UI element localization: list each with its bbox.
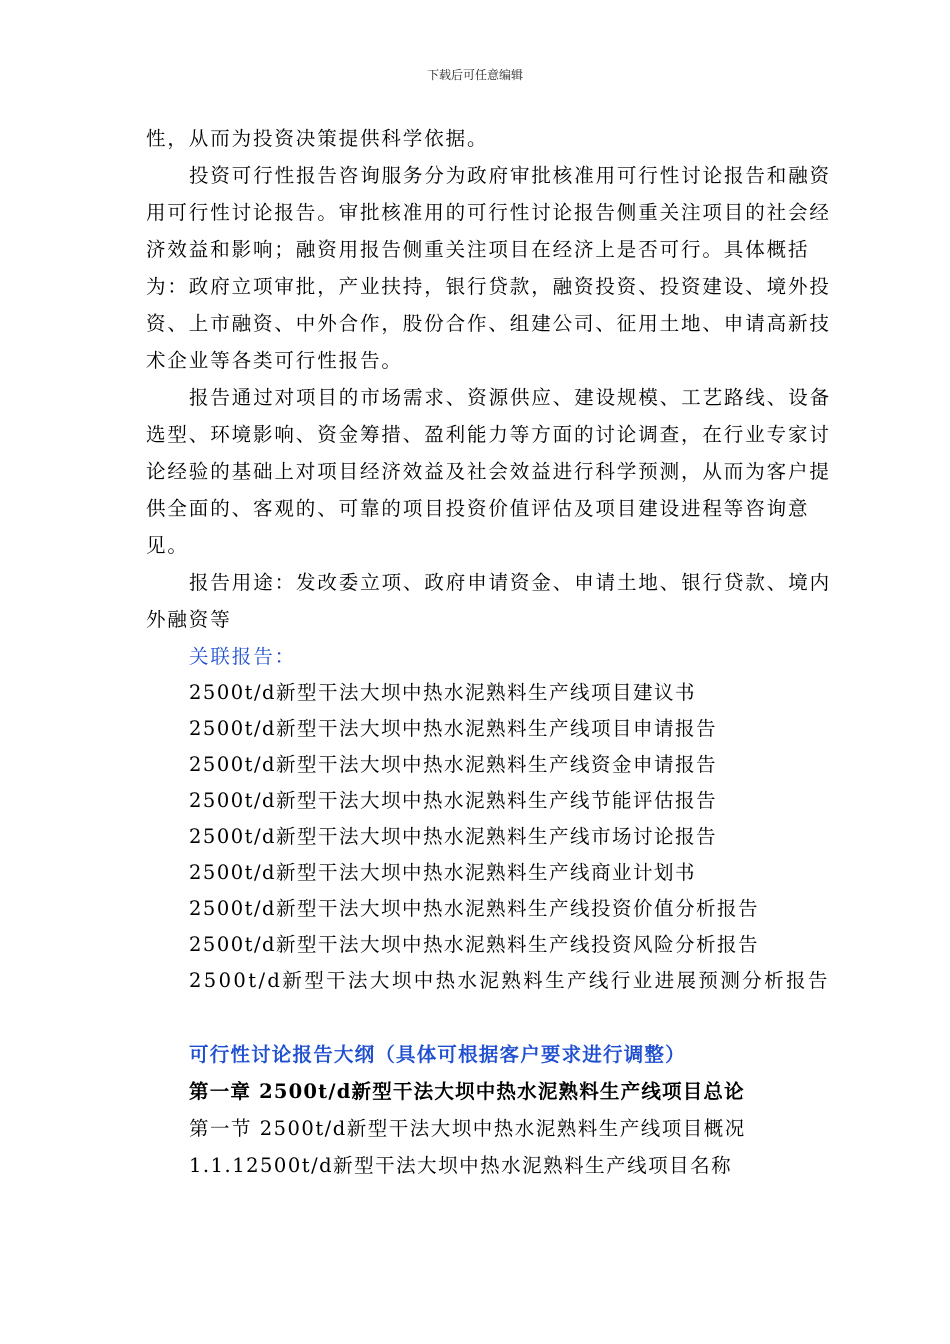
related-report-item[interactable]: 2500t/d新型干法大坝中热水泥熟料生产线节能评估报告 (189, 789, 718, 812)
related-report-item[interactable]: 2500t/d新型干法大坝中热水泥熟料生产线市场讨论报告 (189, 825, 718, 848)
page-header: 下载后可任意编辑 (426, 68, 523, 82)
paragraph-report-method: 报告通过对项目的市场需求、资源供应、建设规模、工艺路线、设备选型、环境影响、资金筹措、盈利能力等方面的讨论调查，在行业专家讨论经验的基础上对项目经济效益及社会效益进行科学预测，从而为客户提供全面的、客观的、可靠的项目投资价值评估及项目建设进程等咨询意见。 (146, 386, 832, 557)
document-body (146, 120, 836, 1184)
paragraph-service-types: 投资可行性报告咨询服务分为政府审批核准用可行性讨论报告和融资用可行性讨论报告。审批核准用的可行性讨论报告侧重关注项目的社会经济效益和影响；融资用报告侧重关注项目在经济上是否可行。具体概括为：政府立项审批，产业扶持，银行贷款，融资投资、投资建设、境外投资、上市融资、中外合作，股份合作、组建公司、征用土地、申请高新技术企业等各类可行性报告。 (146, 164, 832, 372)
related-report-item[interactable]: 2500t/d新型干法大坝中热水泥熟料生产线项目申请报告 (189, 717, 718, 740)
section-heading: 第一节 2500t/d新型干法大坝中热水泥熟料生产线项目概况 (189, 1117, 746, 1140)
related-report-item[interactable]: 2500t/d新型干法大坝中热水泥熟料生产线投资风险分析报告 (189, 933, 760, 956)
related-report-item[interactable]: 2500t/d新型干法大坝中热水泥熟料生产线资金申请报告 (189, 753, 718, 776)
related-report-item[interactable]: 2500t/d新型干法大坝中热水泥熟料生产线商业计划书 (189, 861, 697, 884)
outline-title: 可行性讨论报告大纲（具体可根据客户要求进行调整） (189, 1043, 686, 1066)
related-reports-list (146, 675, 836, 999)
related-report-item[interactable]: 2500t/d新型干法大坝中热水泥熟料生产线行业进展预测分析报告 (189, 969, 830, 992)
subsection-heading: 1.1.12500t/d新型干法大坝中热水泥熟料生产线项目名称 (189, 1154, 733, 1177)
paragraph-continuation: 性，从而为投资决策提供科学依据。 (146, 127, 489, 150)
related-report-item[interactable]: 2500t/d新型干法大坝中热水泥熟料生产线投资价值分析报告 (189, 897, 760, 920)
chapter-heading: 第一章 2500t/d新型干法大坝中热水泥熟料生产线项目总论 (189, 1080, 745, 1103)
paragraph-report-usage: 报告用途：发改委立项、政府申请资金、申请土地、银行贷款、境内外融资等 (146, 571, 832, 631)
section-spacer (146, 999, 836, 1036)
related-report-item[interactable]: 2500t/d新型干法大坝中热水泥熟料生产线项目建议书 (189, 681, 697, 704)
related-reports-label: 关联报告： (189, 645, 297, 668)
